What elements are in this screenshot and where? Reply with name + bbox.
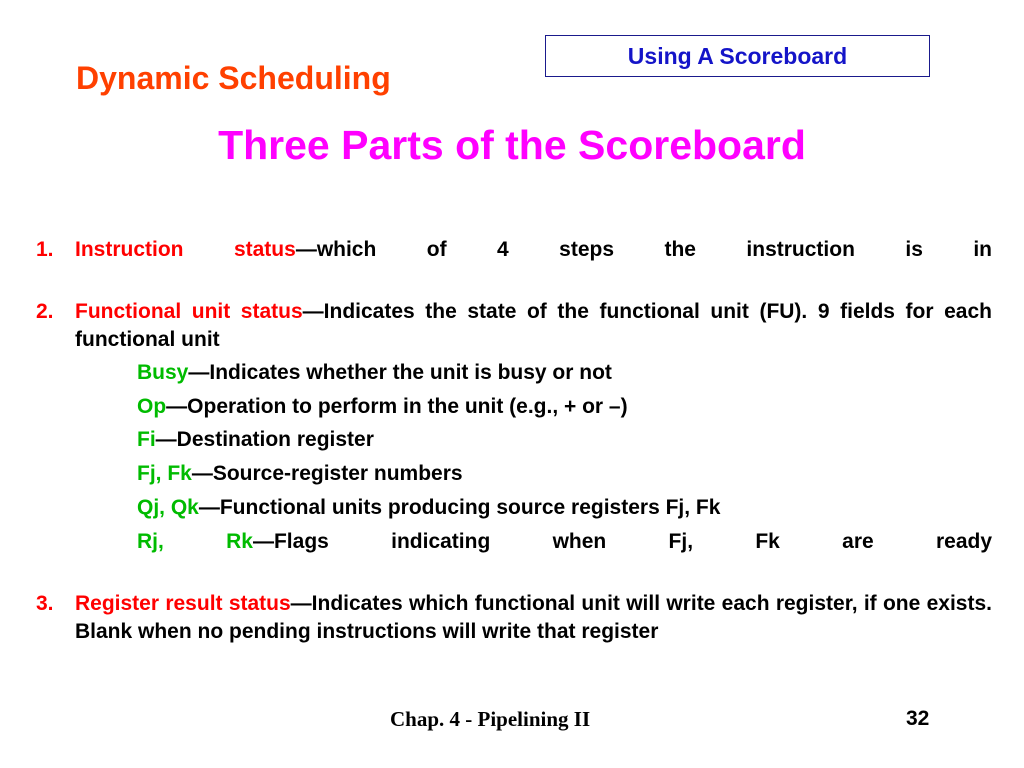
list-item-description: —Indicates which functional unit will write each register, if one exists. Blank when no pending instructions will write that register [75, 592, 992, 643]
field-term: Busy [137, 361, 189, 384]
field-term: Qj, Qk [137, 496, 199, 519]
field-item-rj-rk [137, 528, 992, 556]
list-item-description: —Indicates the state of the functional unit (FU). 9 fields for each functional unit [75, 300, 992, 351]
footer-chapter: Chap. 4 - Pipelining II [390, 707, 591, 731]
field-term: Op [137, 395, 167, 418]
field-description: —Source-register numbers [191, 462, 463, 485]
list-item-number: 2. [36, 300, 54, 323]
list-item-text [75, 590, 992, 646]
field-term: Fi [137, 428, 156, 451]
field-term: Rj, Rk [137, 530, 253, 553]
list-item-description: —which of 4 steps the instruction is in [295, 238, 992, 261]
field-item-op [137, 393, 992, 421]
field-term: Fj, Fk [137, 462, 192, 485]
field-item-fi [137, 426, 992, 454]
section-title: Dynamic Scheduling [76, 60, 391, 96]
field-item-fj-fk [137, 460, 992, 488]
list-item-number: 1. [36, 238, 54, 261]
field-description: —Functional units producing source registers Fj, Fk [198, 496, 721, 519]
field-description: —Flags indicating when Fj, Fk are ready [252, 530, 993, 553]
list-item-term: Register result status [75, 592, 291, 615]
field-description: —Indicates whether the unit is busy or not [188, 361, 612, 384]
field-item-busy [137, 359, 992, 387]
field-item-qj-qk [137, 494, 992, 522]
list-item-term: Functional unit status [75, 300, 303, 323]
field-description: —Destination register [155, 428, 374, 451]
topic-box [545, 35, 930, 77]
page-number: 32 [906, 707, 930, 730]
list-item-instruction-status [36, 236, 992, 264]
list-item-functional-unit-status [36, 298, 992, 354]
list-item-text [75, 236, 992, 264]
list-item-text [75, 298, 992, 354]
slide-title: Three Parts of the Scoreboard [218, 122, 806, 168]
topic-box-label: Using A Scoreboard [627, 42, 848, 69]
field-description: —Operation to perform in the unit (e.g., + or –) [166, 395, 628, 418]
list-item-register-result-status [36, 590, 992, 646]
list-item-number: 3. [36, 592, 54, 615]
list-item-term: Instruction status [75, 238, 296, 261]
